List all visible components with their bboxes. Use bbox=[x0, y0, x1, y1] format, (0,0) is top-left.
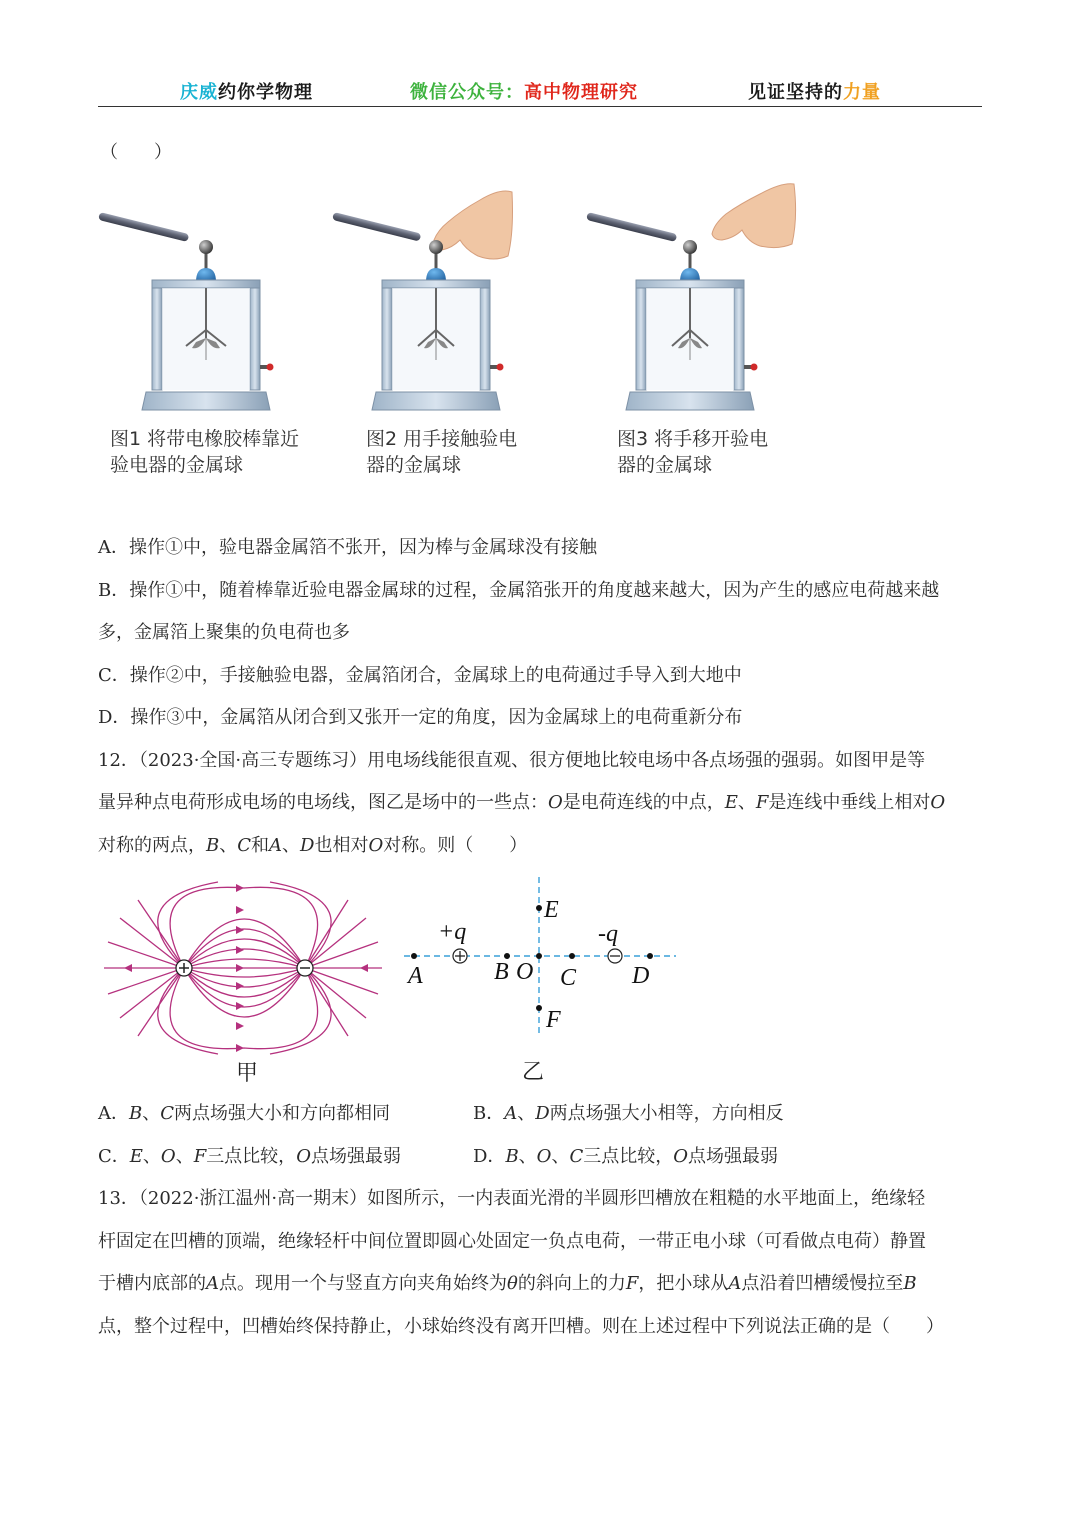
q11-option-d: D．操作③中，金属箔从闭合到又张开一定的角度，因为金属球上的电荷重新分布 bbox=[98, 707, 743, 728]
point-c bbox=[569, 953, 575, 959]
q12-option-b: B．A、D两点场强大小相等，方向相反 bbox=[473, 1103, 784, 1124]
hand-2 bbox=[434, 191, 513, 259]
label-d: D bbox=[632, 963, 650, 989]
q11-option-a: A．操作①中，验电器金属箔不张开，因为棒与金属球没有接触 bbox=[98, 537, 597, 558]
q11-option-c: C．操作②中，手接触验电器，金属箔闭合，金属球上的电荷通过手导入到大地中 bbox=[98, 665, 742, 686]
electroscope-3 bbox=[586, 184, 796, 410]
q12-option-a: A．B、C两点场强大小和方向都相同 bbox=[98, 1103, 391, 1124]
label-c: C bbox=[560, 965, 577, 991]
q11-option-b-line2: 多，金属箔上聚集的负电荷也多 bbox=[98, 622, 350, 643]
charged-rod-3 bbox=[586, 212, 677, 242]
charged-rod-1 bbox=[98, 212, 189, 242]
q13-stem-line2: 杆固定在凹槽的顶端，绝缘轻杆中间位置即圆心处固定一负点电荷，一带正电小球（可看做点电荷）静置 bbox=[98, 1231, 926, 1252]
header-divider bbox=[98, 106, 982, 107]
label-b: B bbox=[494, 959, 509, 985]
q11-option-b-line1: B．操作①中，随着棒靠近验电器金属球的过程，金属箔张开的角度越来越大，因为产生的感应电荷越来越 bbox=[98, 580, 940, 601]
point-a bbox=[411, 953, 417, 959]
label-jia: 甲 bbox=[236, 1061, 259, 1086]
label-f: F bbox=[546, 1007, 561, 1033]
header-middle: 微信公众号：高中物理研究 bbox=[410, 82, 638, 103]
label-minus-q: -q bbox=[598, 921, 618, 947]
label-o: O bbox=[516, 959, 534, 985]
points-diagram bbox=[400, 875, 690, 1035]
electroscope-figures bbox=[0, 170, 1080, 430]
q12-stem-line3: 对称的两点，B、C和A、D也相对O对称。则（ ） bbox=[98, 835, 528, 856]
charged-rod-2 bbox=[332, 212, 421, 242]
header-left: 庆威约你学物理 bbox=[180, 82, 313, 103]
point-e bbox=[536, 905, 542, 911]
page-header bbox=[0, 78, 1080, 108]
metal-ball-1 bbox=[199, 240, 213, 254]
label-e: E bbox=[544, 897, 559, 923]
electroscope-1 bbox=[98, 212, 273, 410]
caption-figure-1: 图1 将带电橡胶棒靠近 验电器的金属球 bbox=[110, 428, 300, 476]
q13-stem-line3: 于槽内底部的A点。现用一个与竖直方向夹角始终为θ的斜向上的力F，把小球从A点沿着凹槽缓慢拉至B bbox=[98, 1273, 917, 1294]
hand-3 bbox=[712, 184, 796, 248]
point-f bbox=[536, 1005, 542, 1011]
label-plus-q: +q bbox=[438, 919, 467, 945]
point-d bbox=[647, 953, 653, 959]
electroscope-2 bbox=[332, 191, 512, 410]
q13-stem-line4: 点，整个过程中，凹槽始终保持静止，小球始终没有离开凹槽。则在上述过程中下列说法正确的是（ ） bbox=[98, 1316, 944, 1337]
caption-figure-2: 图2 用手接触验电 器的金属球 bbox=[366, 428, 518, 476]
field-lines-diagram bbox=[98, 880, 388, 1080]
q12-stem-line2: 量异种点电荷形成电场的电场线，图乙是场中的一些点：O是电荷连线的中点，E、F是连线中垂线上相对O bbox=[98, 792, 946, 813]
header-right: 见证坚持的力量 bbox=[748, 82, 881, 103]
q13-stem-line1: 13．（2022·浙江温州·高一期末）如图所示，一内表面光滑的半圆形凹槽放在粗糙的水平地面上，绝缘轻 bbox=[98, 1188, 926, 1209]
q12-option-d: D．B、O、C三点比较，O点场强最弱 bbox=[473, 1146, 778, 1167]
question-bracket: （ ） bbox=[100, 142, 172, 163]
point-o bbox=[536, 953, 542, 959]
q12-stem-line1: 12．（2023·全国·高三专题练习）用电场线能很直观、很方便地比较电场中各点场强的强弱。如图甲是等 bbox=[98, 750, 926, 771]
label-yi: 乙 bbox=[522, 1060, 545, 1085]
q12-option-c: C．E、O、F三点比较，O点场强最弱 bbox=[98, 1146, 401, 1167]
label-a: A bbox=[408, 963, 423, 989]
caption-figure-3: 图3 将手移开验电 器的金属球 bbox=[617, 428, 769, 476]
